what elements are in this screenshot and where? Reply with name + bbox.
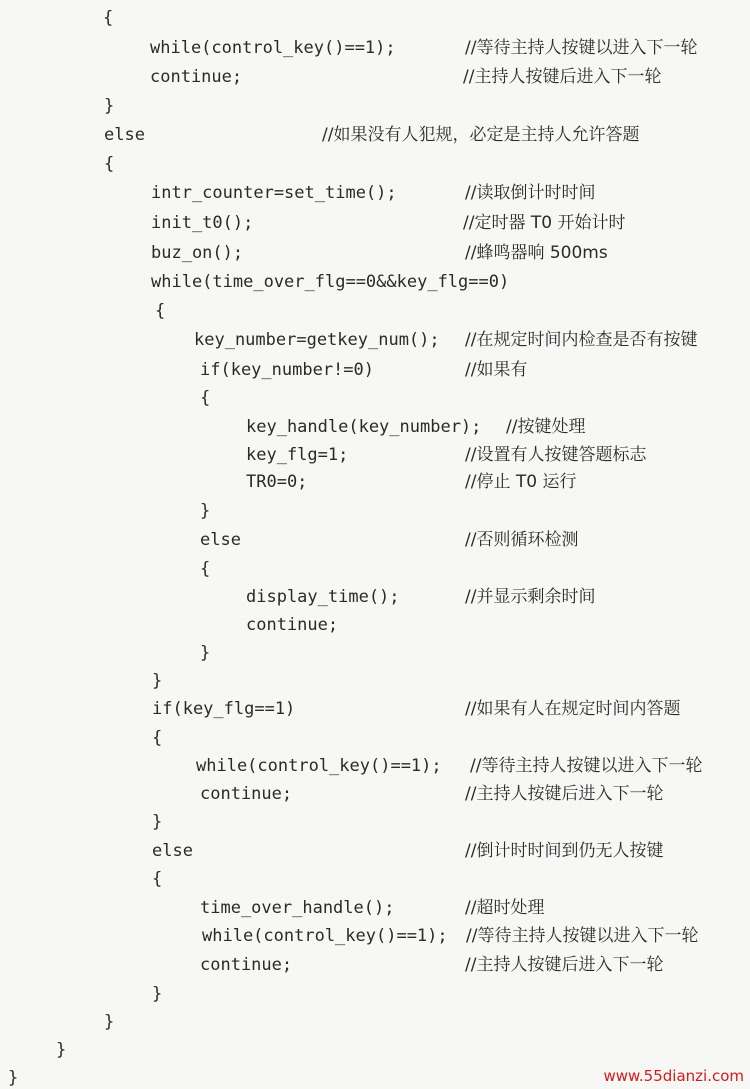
code-comment: //如果没有人犯规，必定是主持人允许答题 (322, 125, 640, 145)
code-comment: //等待主持人按键以进入下一轮 (470, 756, 703, 776)
code-text: key_number=getkey_num(); (194, 330, 440, 350)
code-comment: //设置有人按键答题标志 (465, 445, 647, 465)
code-comment: //按键处理 (506, 417, 586, 437)
code-comment: //倒计时时间到仍无人按键 (465, 841, 664, 861)
code-text: while(control_key()==1); (202, 926, 448, 946)
code-text: key_handle(key_number); (246, 417, 482, 437)
code-comment: //等待主持人按键以进入下一轮 (466, 926, 699, 946)
code-text: init_t0(); (151, 213, 254, 233)
code-text: { (200, 388, 211, 408)
code-text: { (155, 301, 166, 321)
code-text: } (152, 812, 163, 832)
code-text: } (152, 671, 163, 691)
code-text: { (152, 869, 163, 889)
code-comment: //定时器 T0 开始计时 (463, 213, 626, 233)
code-comment: //等待主持人按键以进入下一轮 (465, 38, 698, 58)
code-text: } (200, 501, 211, 521)
code-comment: //停止 T0 运行 (465, 472, 577, 492)
code-comment: //读取倒计时时间 (465, 183, 596, 203)
code-text: continue; (200, 955, 293, 975)
code-text: continue; (150, 67, 243, 87)
code-comment: //在规定时间内检查是否有按键 (465, 330, 698, 350)
code-text: } (8, 1068, 19, 1088)
code-text: { (200, 559, 211, 579)
code-text: else (200, 530, 241, 550)
code-text: if(key_flg==1) (152, 699, 296, 719)
code-comment: //主持人按键后进入下一轮 (463, 67, 662, 87)
code-text: } (104, 1012, 115, 1032)
code-comment: //超时处理 (465, 898, 545, 918)
code-text: } (152, 984, 163, 1004)
code-text: continue; (200, 784, 293, 804)
code-text: display_time(); (246, 587, 400, 607)
code-comment: //并显示剩余时间 (465, 587, 596, 607)
code-text: else (152, 841, 193, 861)
code-text: while(control_key()==1); (150, 38, 396, 58)
code-text: while(control_key()==1); (196, 756, 442, 776)
code-text: time_over_handle(); (200, 898, 395, 918)
code-text: } (200, 643, 211, 663)
code-text: key_flg=1; (246, 445, 349, 465)
code-text: intr_counter=set_time(); (151, 183, 397, 203)
code-text: if(key_number!=0) (200, 360, 374, 380)
code-text: buz_on(); (151, 243, 244, 263)
code-comment: //蜂鸣器响 500ms (465, 243, 608, 263)
code-text: } (104, 96, 115, 116)
code-comment: //主持人按键后进入下一轮 (465, 784, 664, 804)
code-text: continue; (246, 615, 339, 635)
code-comment: //否则循环检测 (465, 530, 579, 550)
code-comment: //如果有 (465, 360, 528, 380)
code-comment: //主持人按键后进入下一轮 (465, 955, 664, 975)
code-text: { (103, 8, 114, 28)
code-text: else (104, 125, 145, 145)
code-text: { (104, 154, 115, 174)
site-watermark: www.55dianzi.com (603, 1067, 744, 1085)
code-comment: //如果有人在规定时间内答题 (465, 699, 681, 719)
code-text: TR0=0; (246, 472, 308, 492)
code-text: } (56, 1040, 67, 1060)
code-text: while(time_over_flg==0&&key_flg==0) (151, 272, 510, 292)
code-text: { (152, 728, 163, 748)
